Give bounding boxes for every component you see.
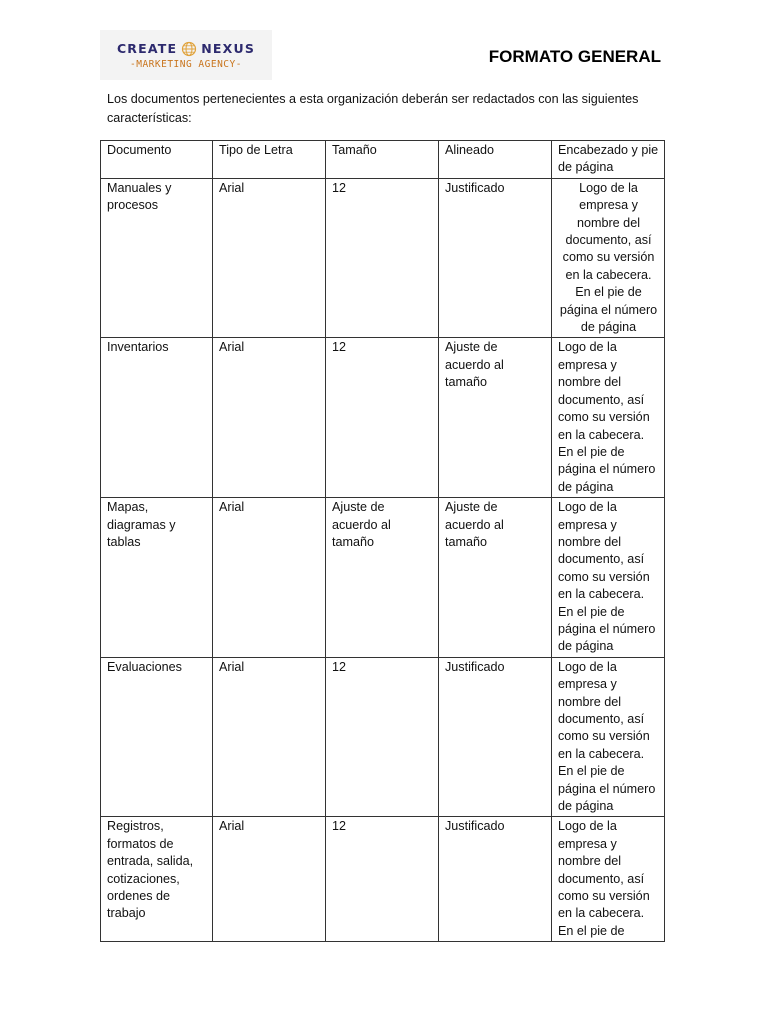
intro-paragraph: Los documentos pertenecientes a esta organización deberán ser redactados con las siguientes características: — [107, 92, 639, 125]
logo-brand-right: NEXUS — [201, 41, 256, 56]
cell-tamano: 12 — [326, 338, 439, 498]
cell-tipo-de-letra: Arial — [213, 338, 326, 498]
table-row — [101, 178, 665, 338]
column-header-alineado: Alineado — [439, 141, 552, 179]
table-row — [101, 338, 665, 498]
globe-icon — [181, 41, 197, 57]
column-header-tamano: Tamaño — [326, 141, 439, 179]
cell-tipo-de-letra: Arial — [213, 498, 326, 658]
cell-encabezado-pie: Logo de la empresa y nombre del documento, así como su versión en la cabecera. En el pie de página el número de página — [552, 178, 665, 338]
table-header-row — [101, 141, 665, 179]
cell-tipo-de-letra: Arial — [213, 817, 326, 942]
cell-tamano: 12 — [326, 178, 439, 338]
cell-alineado: Justificado — [439, 657, 552, 817]
cell-encabezado-pie: Logo de la empresa y nombre del documento, así como su versión en la cabecera. En el pie de página el número de página — [552, 657, 665, 817]
cell-alineado: Justificado — [439, 178, 552, 338]
cell-tipo-de-letra: Arial — [213, 178, 326, 338]
company-logo — [100, 30, 272, 80]
cell-tamano: 12 — [326, 817, 439, 942]
table-row — [101, 657, 665, 817]
cell-documento: Evaluaciones — [101, 657, 213, 817]
cell-alineado: Ajuste de acuerdo al tamaño — [439, 498, 552, 658]
cell-encabezado-pie: Logo de la empresa y nombre del documento, así como su versión en la cabecera. En el pie de página el número de página — [552, 498, 665, 658]
column-header-documento: Documento — [101, 141, 213, 179]
cell-alineado: Justificado — [439, 817, 552, 942]
cell-tamano: Ajuste de acuerdo al tamaño — [326, 498, 439, 658]
table-row — [101, 817, 665, 942]
cell-encabezado-pie: Logo de la empresa y nombre del documento, así como su versión en la cabecera. En el pie de página el número de página — [552, 338, 665, 498]
document-title: FORMATO GENERAL — [488, 47, 661, 66]
cell-alineado: Ajuste de acuerdo al tamaño — [439, 338, 552, 498]
format-specs-table — [100, 140, 665, 942]
cell-tipo-de-letra: Arial — [213, 657, 326, 817]
column-header-tipo-de-letra: Tipo de Letra — [213, 141, 326, 179]
cell-documento: Inventarios — [101, 338, 213, 498]
cell-documento: Registros, formatos de entrada, salida, cotizaciones, ordenes de trabajo — [101, 817, 213, 942]
table-row — [101, 498, 665, 658]
cell-encabezado-pie: Logo de la empresa y nombre del documento, así como su versión en la cabecera. En el pie de — [552, 817, 665, 942]
cell-documento: Manuales y procesos — [101, 178, 213, 338]
cell-documento: Mapas, diagramas y tablas — [101, 498, 213, 658]
cell-tamano: 12 — [326, 657, 439, 817]
column-header-encabezado-pie: Encabezado y pie de página — [552, 141, 665, 179]
logo-wordmark — [117, 41, 255, 57]
logo-brand-left: CREATE — [116, 41, 178, 56]
logo-tagline: -MARKETING AGENCY- — [130, 58, 242, 70]
